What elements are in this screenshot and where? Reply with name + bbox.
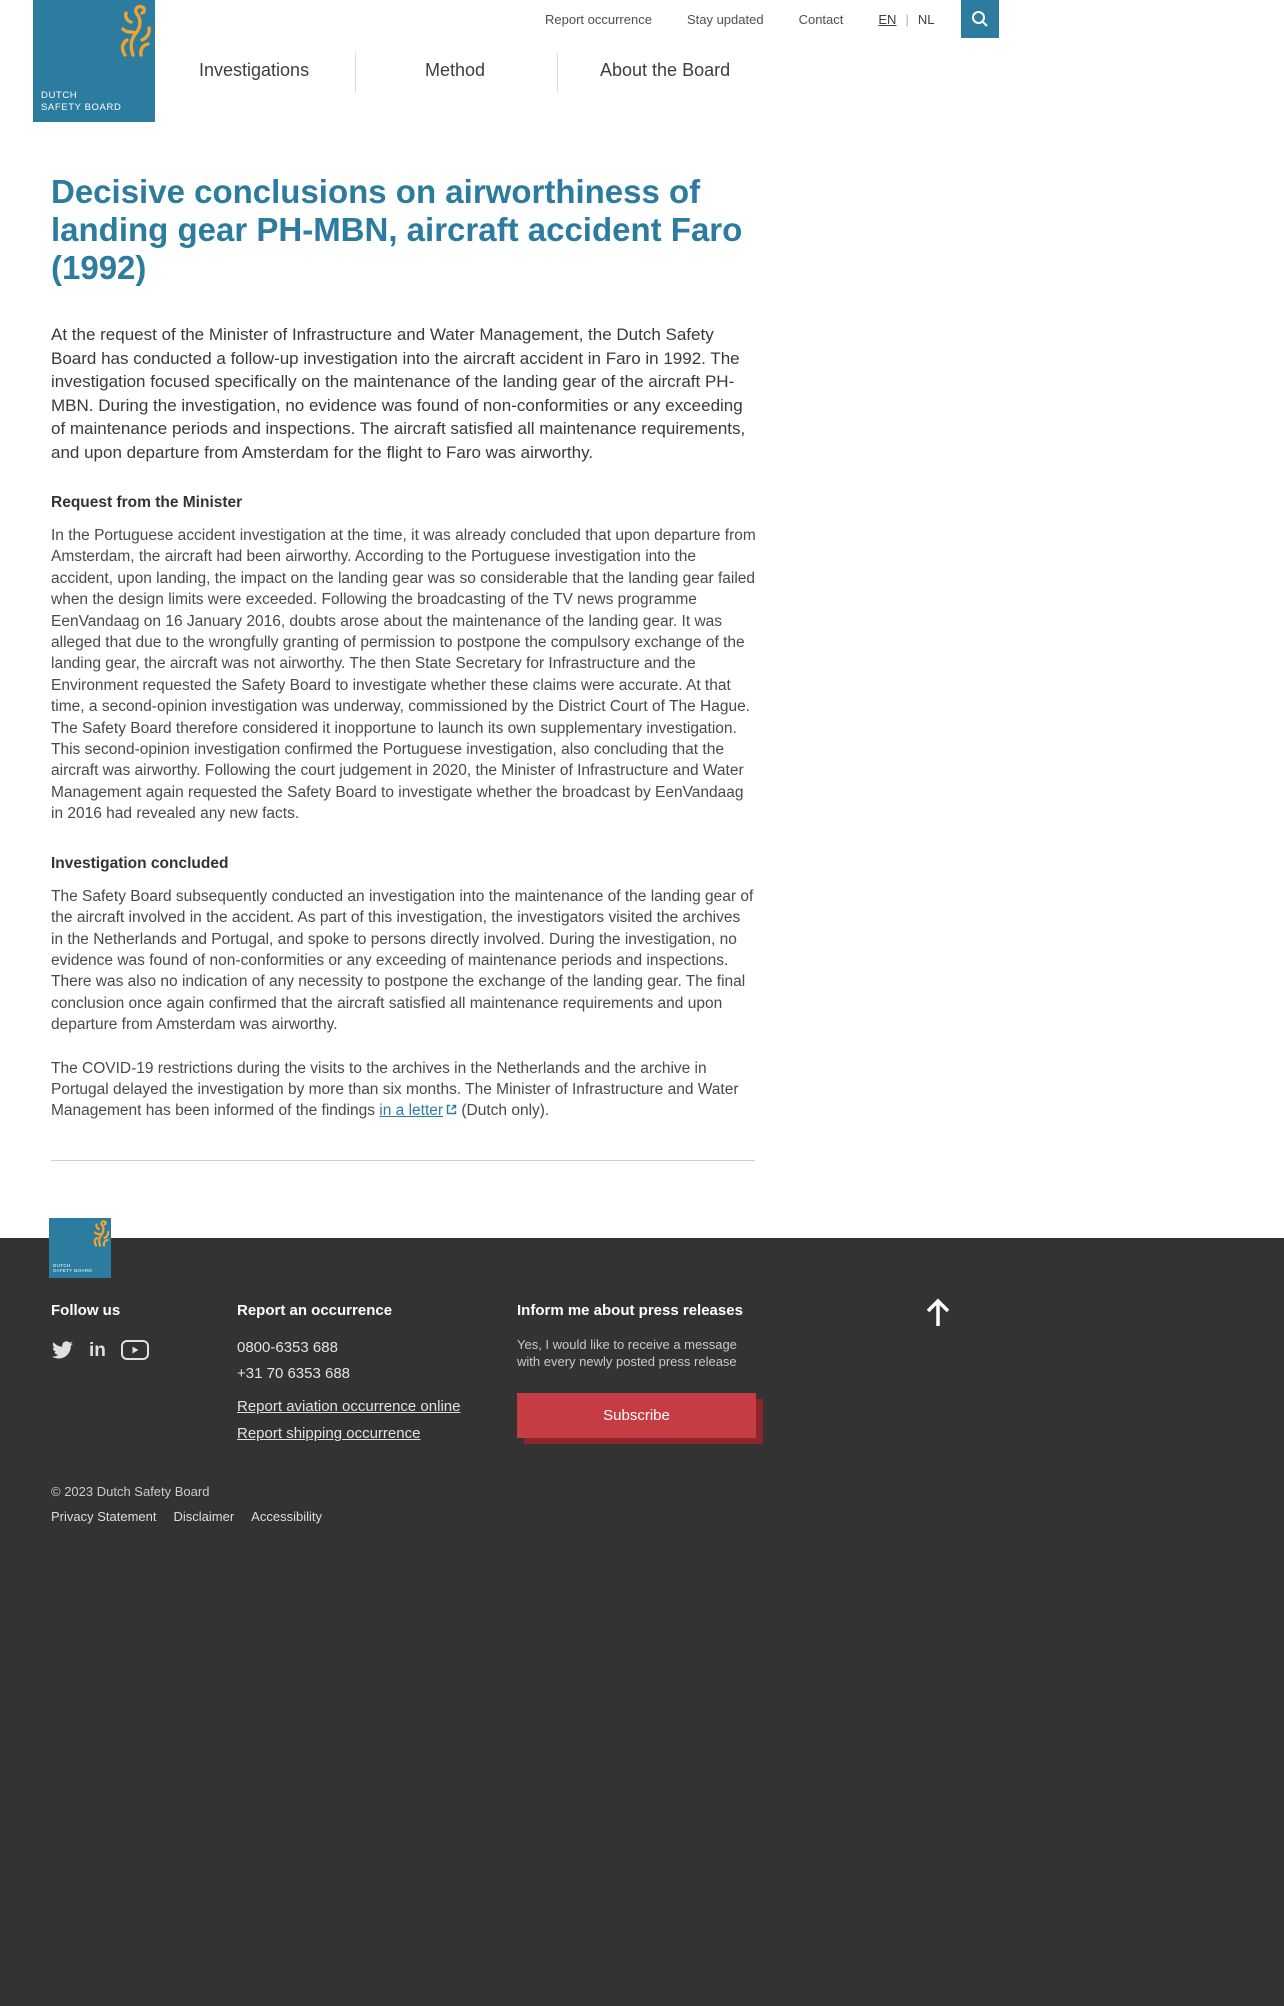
footer-follow-column [51,1302,149,1360]
back-to-top-button[interactable] [925,1298,951,1328]
section-heading-request: Request from the Minister [51,494,243,511]
footer-report-column [237,1302,460,1442]
social-icons [51,1340,149,1360]
up-arrow-icon [925,1316,951,1331]
nav-divider [355,53,356,93]
phone-number: +31 70 6353 688 [237,1365,351,1382]
nav-method[interactable]: Method [425,60,486,80]
press-releases-heading: Inform me about press releases [517,1302,743,1319]
youtube-icon[interactable] [121,1340,149,1360]
brand-text: DUTCH SAFETY BOARD [41,90,122,113]
footer-brand-logo[interactable] [49,1218,111,1278]
footer-links [51,1509,322,1524]
lang-en[interactable]: EN [878,11,897,27]
article [51,150,756,1161]
subscribe-button[interactable]: Subscribe [517,1393,756,1438]
footer [0,1238,1284,2006]
copyright: © 2023 Dutch Safety Board [51,1484,210,1499]
external-link-icon [446,1100,457,1121]
lang-nl[interactable]: NL [917,11,935,27]
crest-icon [117,0,155,58]
utility-nav [545,0,970,38]
privacy-statement-link[interactable]: Privacy Statement [51,1509,157,1524]
article-intro: At the request of the Minister of Infrastructure and Water Management, the Dutch Safety Board has conducted a follow-up investigation into the aircraft accident in Faro in 1992. The investigation focused specifically on the maintenance of the landing gear of the aircraft PH-MBN. During the investigation, no evidence was found of non-conformities or any exceeding of maintenance periods and inspections. The aircraft satisfied all maintenance requirements, and upon departure from Amsterdam for the flight to Faro was airworthy. [51,325,746,462]
utility-contact[interactable]: Contact [798,11,844,27]
brand-logo[interactable] [33,0,155,122]
search-button[interactable] [961,0,999,38]
utility-report-occurrence[interactable]: Report occurrence [545,11,652,27]
linkedin-icon[interactable]: in [89,1339,106,1361]
footer-brand-text: DUTCH SAFETY BOARD [53,1262,92,1274]
section-heading-concluded: Investigation concluded [51,854,229,872]
report-occurrence-heading: Report an occurrence [237,1302,393,1319]
closing-text-before: The COVID-19 restrictions during the visits to the archives in the Netherlands and the archive in Portugal delayed the investigation by more than six months. The Minister of Infrastructure and Water Management has been informed of the findings [51,1059,739,1120]
language-switcher [878,12,934,27]
disclaimer-link[interactable]: Disclaimer [173,1509,235,1524]
follow-us-heading: Follow us [51,1302,121,1319]
footer-press-column [517,1302,756,1438]
crest-icon [92,1218,111,1247]
report-shipping-link[interactable]: Report shipping occurrence [237,1425,421,1442]
nav-investigations[interactable]: Investigations [199,60,310,80]
accessibility-link[interactable]: Accessibility [251,1509,322,1524]
nav-divider [557,53,558,93]
closing-text-after: (Dutch only). [457,1102,550,1120]
nav-about-the-board[interactable]: About the Board [600,60,731,80]
page-title: Decisive conclusions on airworthiness of landing gear PH-MBN, aircraft accident Faro (1992) [51,173,743,286]
closing-paragraph [51,1058,756,1122]
search-icon [971,10,989,28]
content-divider [51,1160,755,1161]
phone-number: 0800-6353 688 [237,1339,338,1356]
section-body-concluded: The Safety Board subsequently conducted an investigation into the maintenance of the landing gear of the aircraft involved in the accident. As part of this investigation, the investigators visited the archives in the Netherlands and Portugal, and spoke to persons directly involved. During the investigation, no evidence was found of non-conformities or any exceeding of maintenance periods and inspections. There was also no indication of any necessity to postpone the exchange of the landing gear. The final conclusion once again confirmed that the aircraft satisfied all maintenance requirements and upon departure from Amsterdam was airworthy. [51,887,754,1034]
lang-separator: | [905,11,909,27]
utility-stay-updated[interactable]: Stay updated [686,11,764,27]
report-aviation-link[interactable]: Report aviation occurrence online [237,1398,461,1415]
letter-link[interactable]: in a letter [379,1102,457,1119]
section-body-request: In the Portuguese accident investigation at the time, it was already concluded that upon departure from Amsterdam, the aircraft had been airworthy. According to the Portuguese investigation into the accident, upon landing, the impact on the landing gear was so considerable that the landing gear failed when the design limits were exceeded. Following the broadcasting of the TV news programme EenVandaag on 16 January 2016, doubts arose about the maintenance of the landing gear. It was alleged that due to the wrongfully granting of permission to postpone the compulsory exchange of the landing gear, the aircraft was not airworthy. The then State Secretary for Infrastructure and the Environment requested the Safety Board to investigate whether these claims were accurate. At that time, a second-opinion investigation was underway, commissioned by the District Court of The Hague. The Safety Board therefore considered it inopportune to launch its own supplementary investigation. This second-opinion investigation confirmed the Portuguese investigation, also concluding that the aircraft was airworthy. Following the court judgement in 2020, the Minister of Infrastructure and Water Management again requested the Safety Board to investigate whether the broadcast by EenVandaag in 2016 had revealed any new facts. [51,527,756,823]
twitter-icon[interactable] [51,1341,74,1360]
press-releases-text: Yes, I would like to receive a message with every newly posted press release [517,1337,737,1369]
